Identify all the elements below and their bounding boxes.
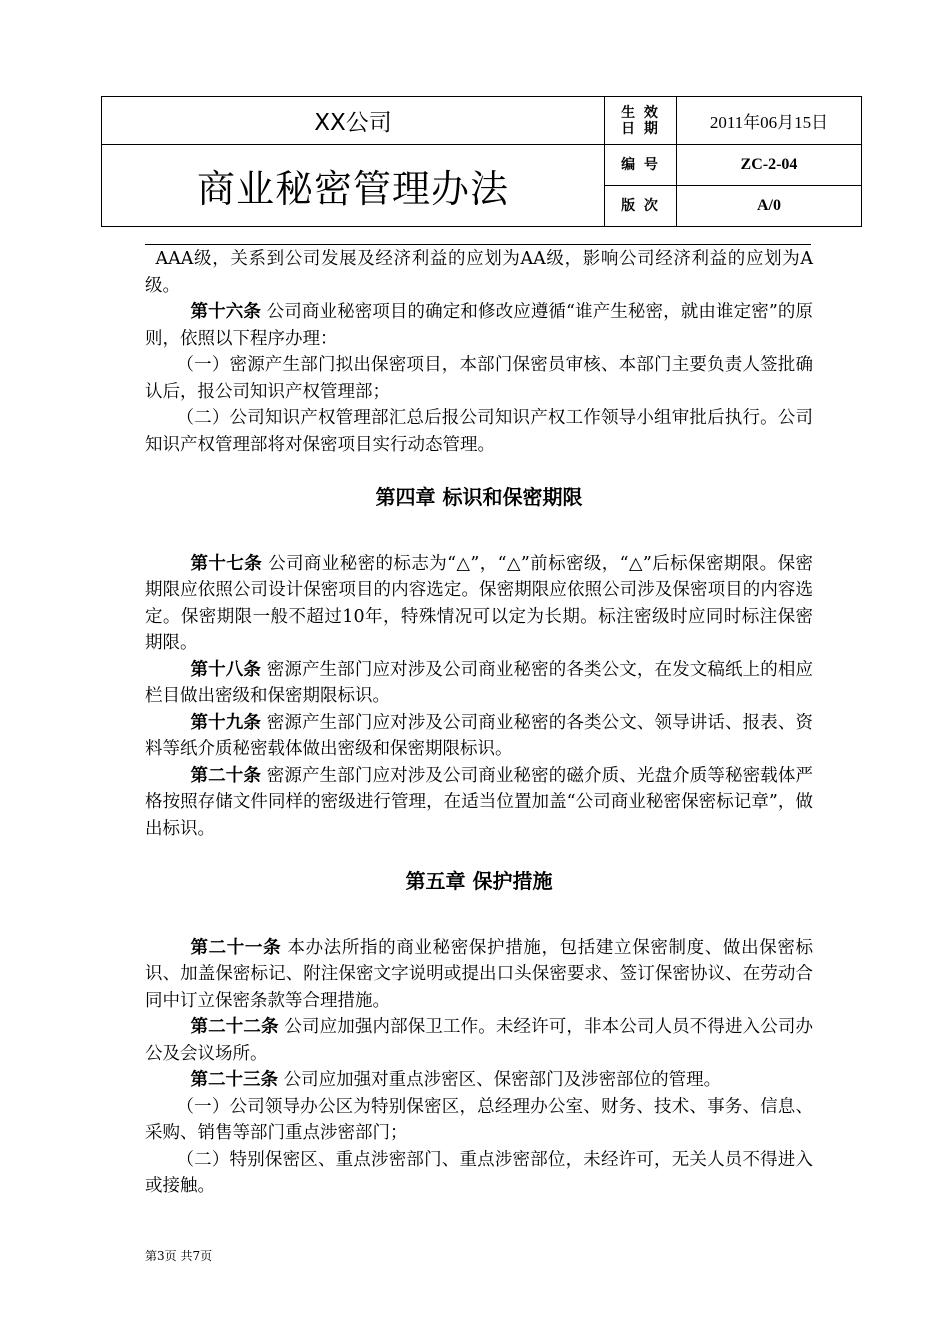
article-22 bbox=[145, 1014, 813, 1067]
article-20-heading: 第二十条 bbox=[190, 765, 262, 786]
article-16-text: 公司商业秘密项目的确定和修改应遵循“谁产生秘密，就由谁定密”的原则，依照以下程序办理： bbox=[145, 302, 813, 349]
article-22-heading: 第二十二条 bbox=[190, 1017, 279, 1037]
article-17-heading: 第十七条 bbox=[190, 553, 263, 574]
article-16-item-2: （二）公司知识产权管理部汇总后报公司知识产权工作领导小组审批后执行。公司知识产权管理部将对保密项目实行动态管理。 bbox=[145, 408, 813, 455]
article-20-text: 密源产生部门应对涉及公司商业秘密的磁介质、光盘介质等秘密载体严格按照存储文件同样的密级进行管理，在适当位置加盖“公司商业秘密保密标记章”，做出标识。 bbox=[145, 765, 814, 839]
article-22-text: 公司应加强内部保卫工作。未经许可，非本公司人员不得进入公司办公及会议场所。 bbox=[145, 1017, 814, 1064]
article-19-text: 密源产生部门应对涉及公司商业秘密的各类公文、领导讲话、报表、资料等纸介质秘密载体做出密级和保密期限标识。 bbox=[145, 712, 814, 759]
article-23 bbox=[145, 1067, 813, 1094]
article-23-item-2: （二）特别保密区、重点涉密部门、重点涉密部位，未经许可，无关人员不得进入或接触。 bbox=[145, 1149, 813, 1196]
effective-date-value: 2011年06月15日 bbox=[677, 97, 862, 145]
article-17 bbox=[145, 551, 813, 657]
article-21-heading: 第二十一条 bbox=[190, 937, 282, 958]
company-name: XX公司 bbox=[102, 97, 605, 145]
document-body bbox=[145, 246, 813, 1200]
paragraph-continuation: AAA级，关系到公司发展及经济利益的应划为AA级，影响公司经济利益的应划为A级。 bbox=[145, 249, 813, 296]
article-23-heading: 第二十三条 bbox=[190, 1070, 278, 1090]
page-number: 第3页 共7页 bbox=[145, 1249, 213, 1263]
article-20 bbox=[145, 763, 813, 843]
doc-number-value: ZC-2-04 bbox=[677, 145, 862, 186]
chapter-4-heading: 第四章 标识和保密期限 bbox=[375, 485, 583, 509]
article-21 bbox=[145, 935, 813, 1015]
effective-date-label-line1: 生 效 bbox=[621, 104, 660, 121]
document-header-table bbox=[101, 96, 862, 227]
article-16-heading: 第十六条 bbox=[190, 302, 261, 322]
article-17-text: 公司商业秘密的标志为“△”，“△”前标密级，“△”后标保密期限。保密期限应依照公司设计保密项目的内容选定。保密期限应依照公司涉及保密项目的内容选定。保密期限一般不超过10年，特殊情况可以定为长期。标注密级时应同时标注保密期限。 bbox=[145, 553, 813, 653]
article-21-text: 本办法所指的商业秘密保护措施，包括建立保密制度、做出保密标识、加盖保密标记、附注保密文字说明或提出口头保密要求、签订保密协议、在劳动合同中订立保密条款等合理措施。 bbox=[145, 937, 814, 1011]
article-16 bbox=[145, 299, 813, 352]
version-label: 版 次 bbox=[605, 186, 677, 227]
article-18-heading: 第十八条 bbox=[190, 659, 262, 680]
effective-date-label-line2: 日 期 bbox=[621, 120, 660, 137]
article-23-item-1: （一）公司领导办公区为特别保密区，总经理办公室、财务、技术、事务、信息、采购、销售等部门重点涉密部门； bbox=[145, 1096, 813, 1143]
article-19-heading: 第十九条 bbox=[190, 712, 262, 733]
article-23-text: 公司应加强对重点涉密区、保密部门及涉密部位的管理。 bbox=[283, 1070, 722, 1090]
document-title: 商业秘密管理办法 bbox=[102, 145, 605, 227]
article-16-item-1: （一）密源产生部门拟出保密项目，本部门保密员审核、本部门主要负责人签批确认后，报公司知识产权管理部； bbox=[145, 355, 813, 402]
article-19 bbox=[145, 710, 813, 763]
article-18 bbox=[145, 657, 813, 710]
article-18-text: 密源产生部门应对涉及公司商业秘密的各类公文，在发文稿纸上的相应栏目做出密级和保密期限标识。 bbox=[145, 659, 814, 706]
chapter-5-heading: 第五章 保护措施 bbox=[405, 869, 553, 893]
header-divider bbox=[145, 244, 811, 245]
effective-date-label bbox=[605, 97, 677, 145]
version-value: A/0 bbox=[677, 186, 862, 227]
doc-number-label: 编 号 bbox=[605, 145, 677, 186]
